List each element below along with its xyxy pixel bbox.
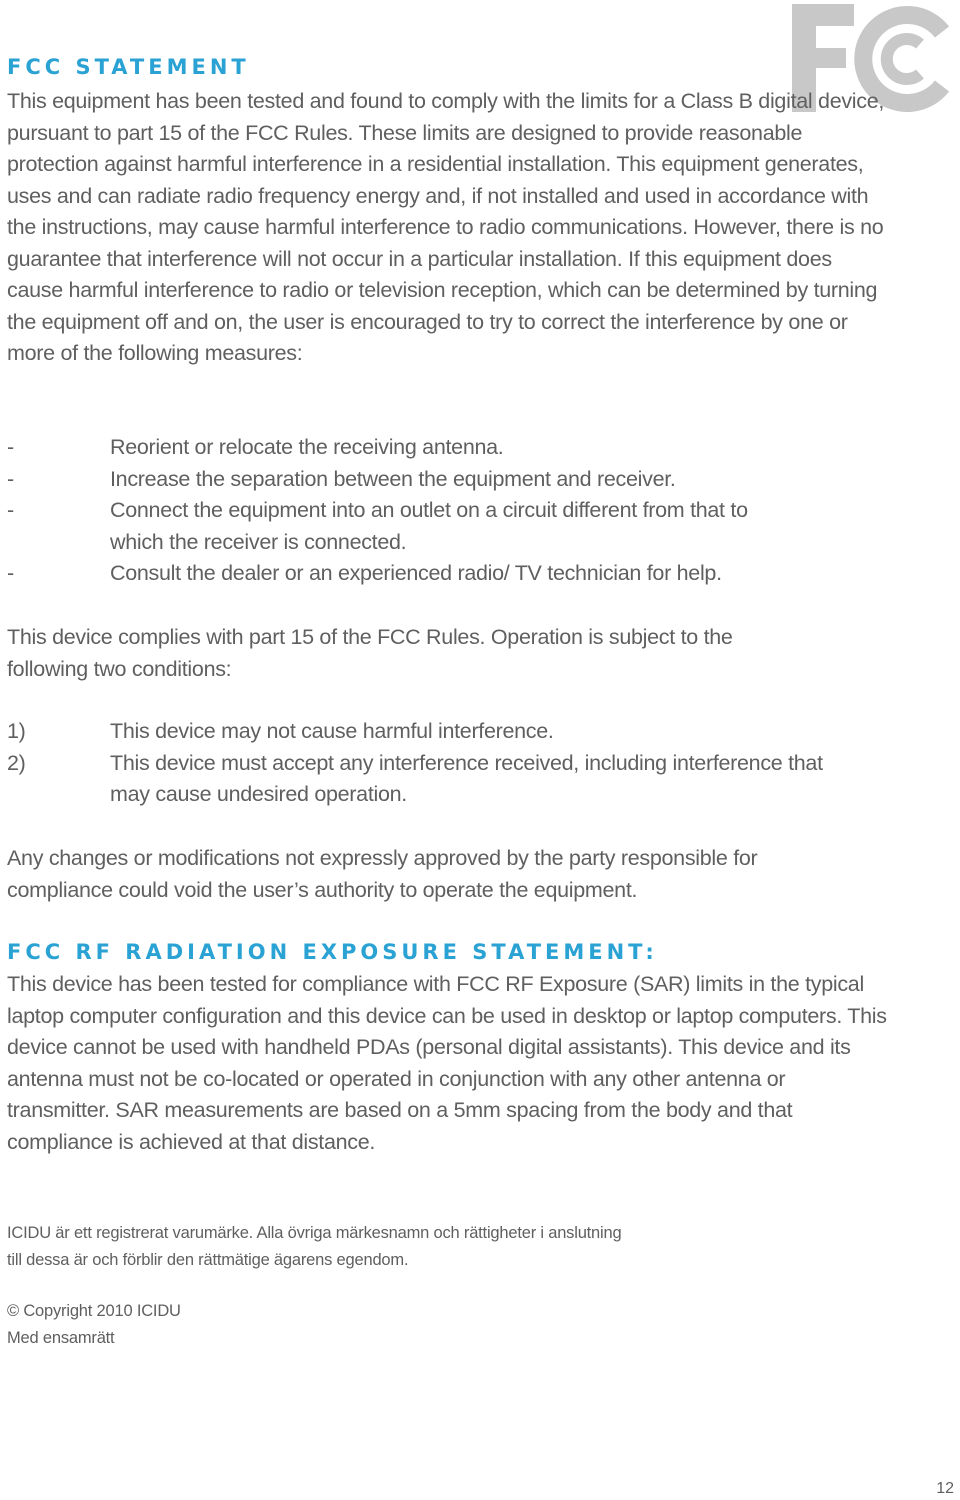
trademark-line: till dessa är och förblir den rättmätige ägarens egendom. [7,1250,409,1269]
changes-warning-paragraph: Any changes or modifications not expressly approved by the party responsible for compliance could void the user’s authority to operate the equipment. [7,846,758,902]
list-item-text: Consult the dealer or an experienced radio/ TV technician for help. [110,561,722,585]
list-item-text: This device may not cause harmful interference. [110,719,554,743]
fcc-statement-paragraph: This equipment has been tested and found to comply with the limits for a Class B digital device, pursuant to part 15 of the FCC Rules. These limits are designed to provide reasonable protection against harmful interference in a residential installation. This equipment generates, uses and can radiate radio frequency energy and, if not installed and used in accordance with the instructions, may cause harmful interference to radio communications. However, there is no guarantee that interference will not occur in a particular installation. If this equipment does cause harmful interference to radio or television reception, which can be determined by turning the equipment off and on, the user is encouraged to try to correct the interference by one or more of the following measures: [7,89,885,365]
list-marker: - [7,561,14,585]
list-marker: 1) [7,719,26,743]
fcc-statement-heading: FCC STATEMENT [7,55,250,79]
copyright-notice [7,1298,181,1351]
interference-measures-list [7,432,887,590]
list-item [7,748,887,811]
list-item-text: Connect the equipment into an outlet on a circuit different from that to which the receiver is connected. [110,498,748,554]
list-item-text: This device must accept any interference received, including interference that may cause undesired operation. [110,750,823,806]
page-number: 12 [936,1480,954,1497]
list-item-text: Reorient or relocate the receiving antenna. [110,435,504,459]
operating-conditions-list [7,716,887,811]
list-item [7,716,887,748]
trademark-notice [7,1220,621,1273]
list-marker: - [7,435,14,459]
list-item [7,558,887,590]
list-marker: - [7,466,14,491]
list-marker: - [7,498,14,522]
list-item [7,432,887,464]
trademark-line: ICIDU är ett registrerat varumärke. Alla övriga märkesnamn och rättigheter i anslutning [7,1224,622,1242]
copyright-line: © Copyright 2010 ICIDU [7,1302,181,1320]
list-item [7,464,887,496]
list-item-text: Increase the separation between the equipment and receiver. [110,466,676,491]
copyright-line: Med ensamrätt [7,1328,115,1347]
list-item [7,495,887,558]
compliance-intro-paragraph: This device complies with part 15 of the FCC Rules. Operation is subject to the following two conditions: [7,625,733,681]
rf-exposure-paragraph: This device has been tested for compliance with FCC RF Exposure (SAR) limits in the typical laptop computer configuration and this device can be used in desktop or laptop computers. This device cannot be used with handheld PDAs (personal digital assistants). This device and its antenna must not be co-located or operated in conjunction with any other antenna or transmitter. SAR measurements are based on a 5mm spacing from the body and that compliance is achieved at that distance. [7,972,887,1154]
rf-exposure-heading: FCC RF RADIATION EXPOSURE STATEMENT: [7,940,658,964]
list-marker: 2) [7,750,26,775]
